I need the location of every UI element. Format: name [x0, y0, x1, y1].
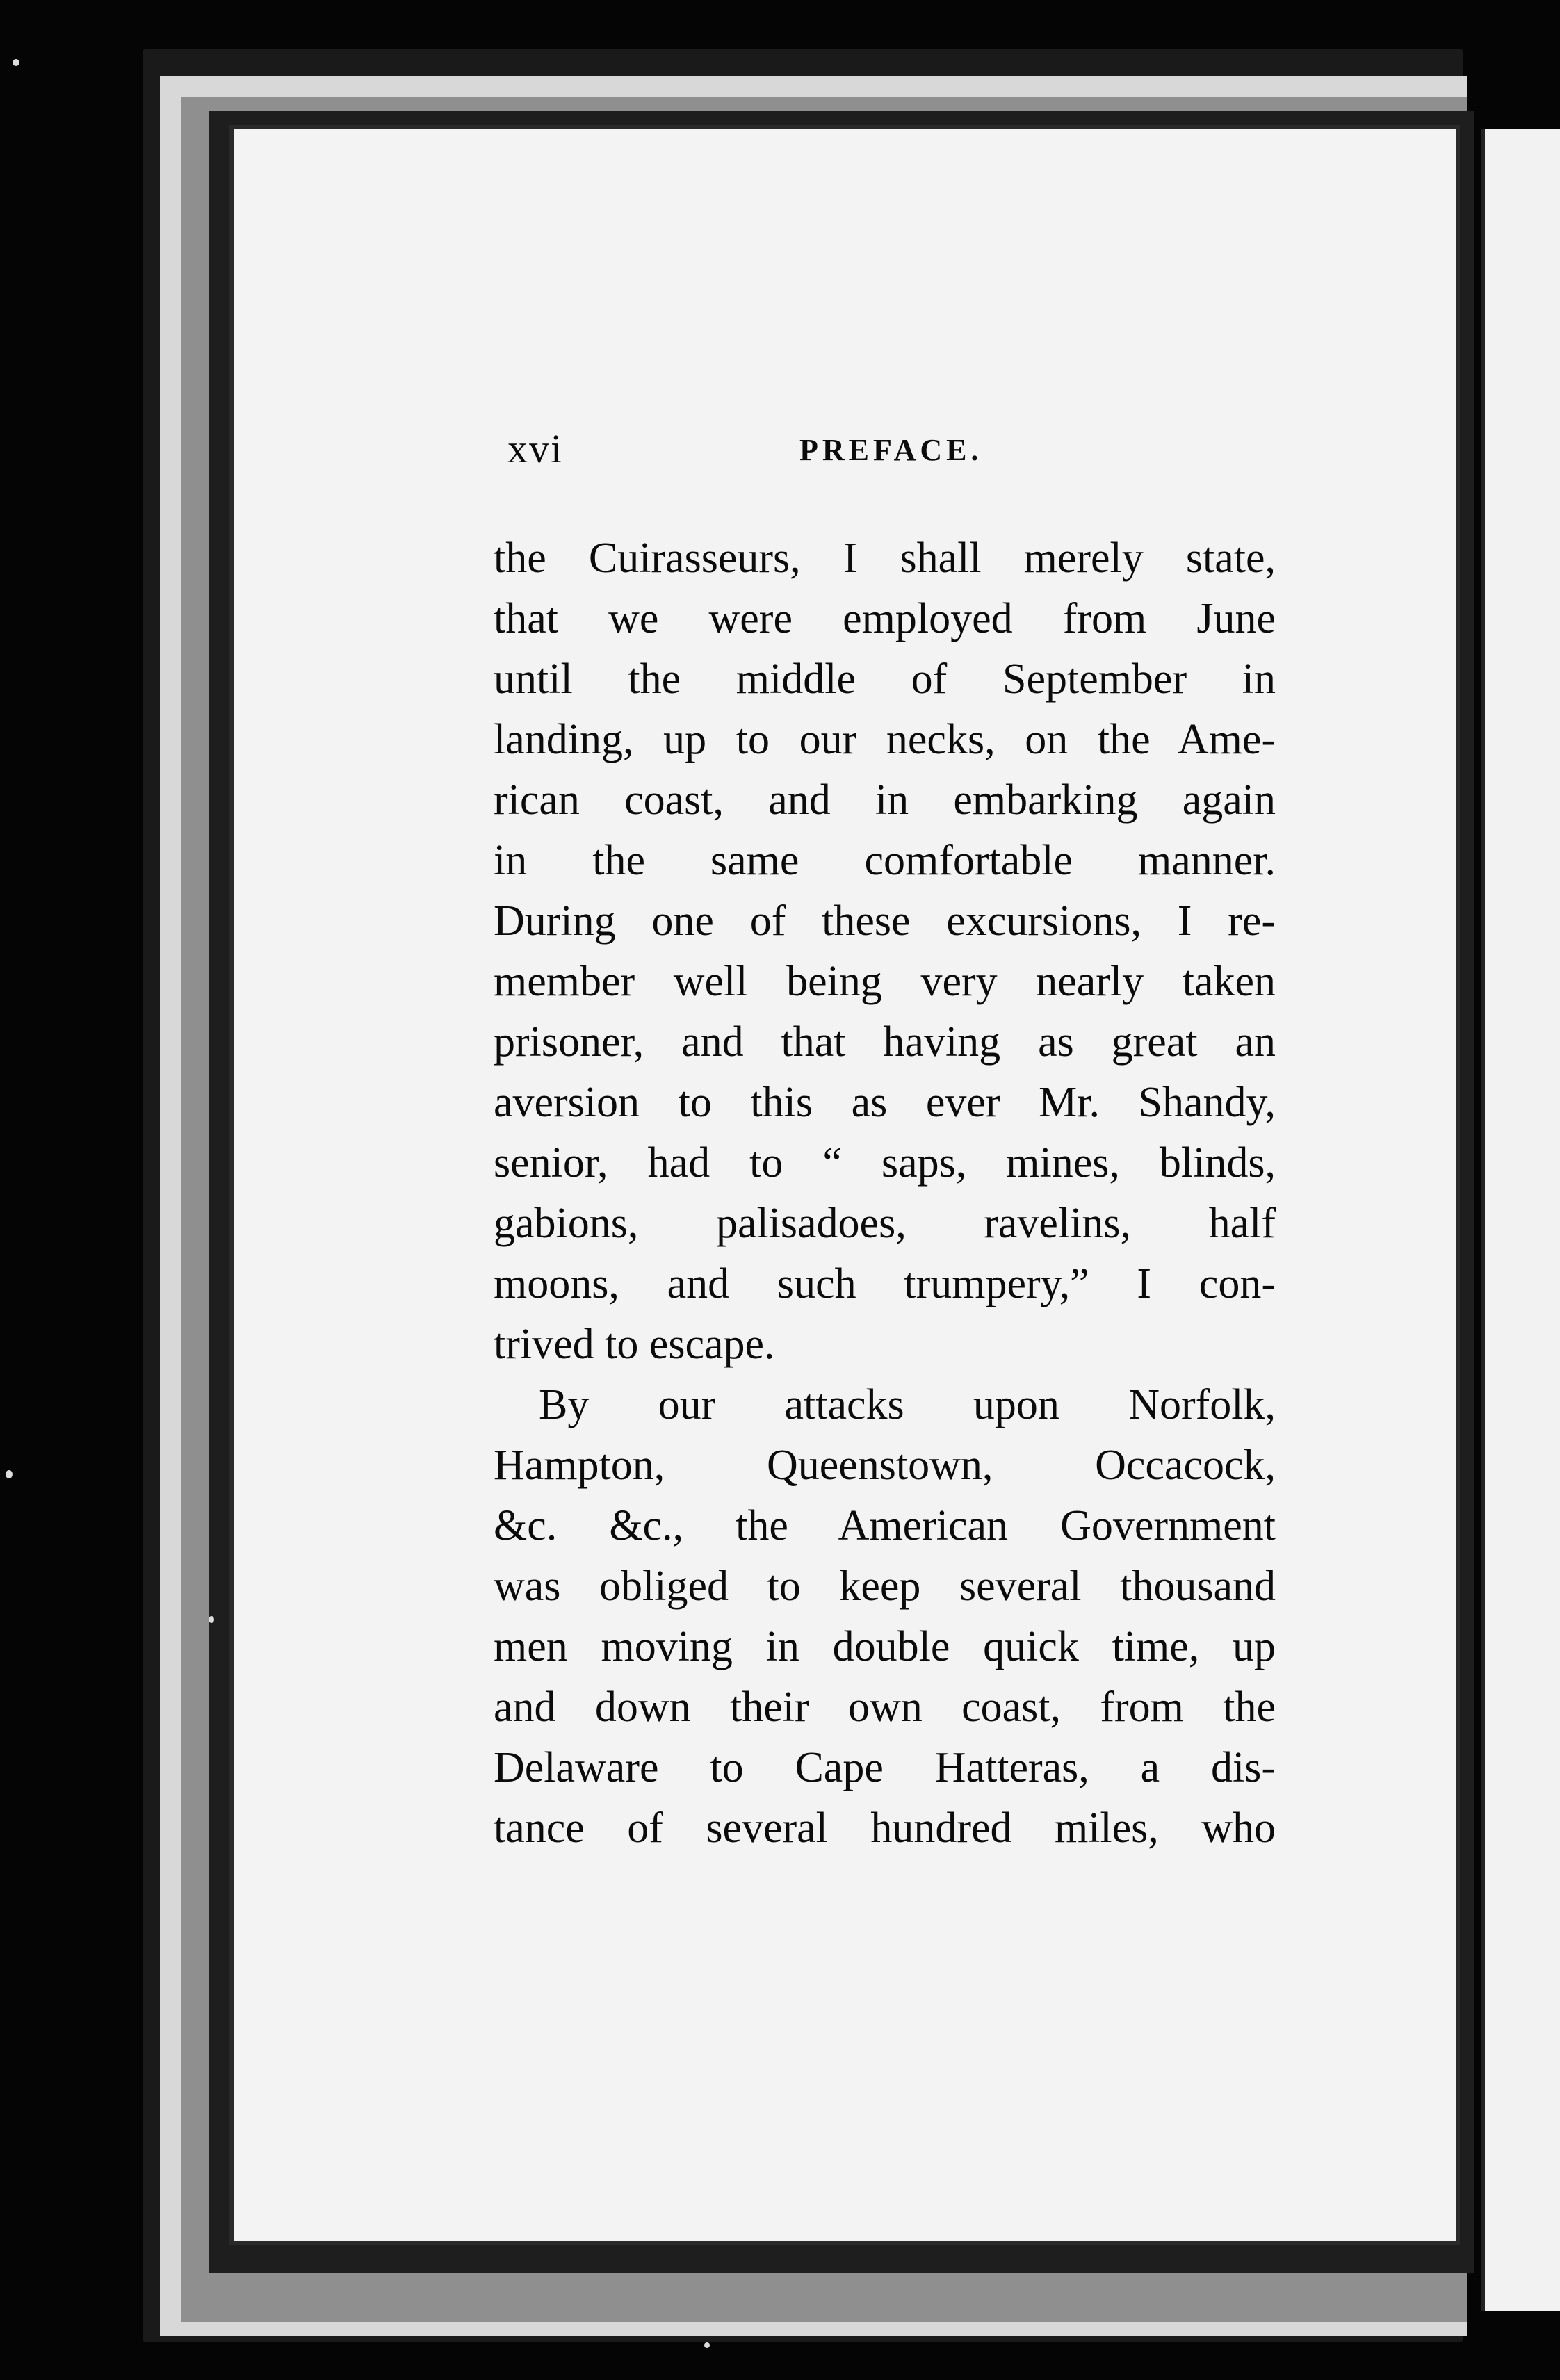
text-line: men moving in double quick time, up	[494, 1623, 1276, 1670]
text-line: tance of several hundred miles, who	[494, 1804, 1276, 1852]
text-line: rican coast, and in embarking again	[494, 776, 1276, 824]
text-line: the Cuirasseurs, I shall merely state,	[494, 535, 1276, 582]
text-line: aversion to this as ever Mr. Shandy,	[494, 1079, 1276, 1126]
text-line: Hampton, Queenstown, Occacock,	[494, 1442, 1276, 1489]
paragraph-1	[494, 528, 1276, 1375]
text-line: prisoner, and that having as great an	[494, 1018, 1276, 1066]
text-line: senior, had to “ saps, mines, blinds,	[494, 1139, 1276, 1187]
text-line: gabions, palisadoes, ravelins, half	[494, 1200, 1276, 1247]
text-line: landing, up to our necks, on the Ame-	[494, 716, 1276, 763]
paragraph-2	[494, 1375, 1276, 1859]
text-line: in the same comfortable manner.	[494, 837, 1276, 884]
text-line: trived to escape.	[494, 1321, 775, 1368]
body-text	[494, 528, 1276, 1859]
text-line: and down their own coast, from the	[494, 1684, 1276, 1731]
text-line: During one of these excursions, I re-	[494, 897, 1276, 945]
text-line: member well being very nearly taken	[494, 958, 1276, 1005]
page-number: xvi	[507, 426, 564, 471]
text-line: until the middle of September in	[494, 655, 1276, 703]
text-line: Delaware to Cape Hatteras, a dis-	[494, 1744, 1276, 1791]
text-line: moons, and such trumpery,” I con-	[494, 1260, 1276, 1307]
running-head: PREFACE.	[799, 433, 983, 467]
text-line: was obliged to keep several thousand	[494, 1563, 1276, 1610]
page-header	[507, 425, 1293, 481]
text-line: By our attacks upon Norfolk,	[539, 1381, 1276, 1428]
text-line: &c. &c., the American Government	[494, 1502, 1276, 1549]
text-line: that we were employed from June	[494, 595, 1276, 642]
facing-page-edge	[1481, 129, 1560, 2311]
